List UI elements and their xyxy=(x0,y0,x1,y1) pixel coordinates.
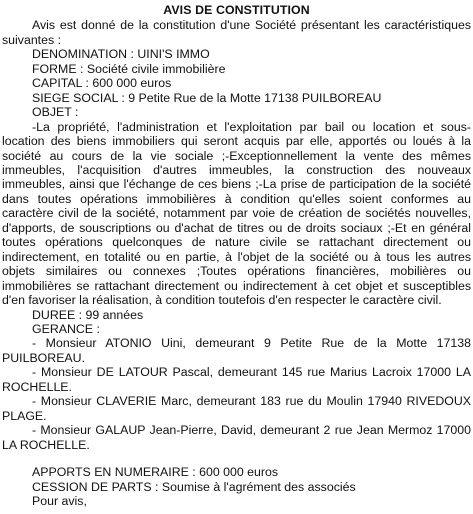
closing-text: Pour avis, xyxy=(32,493,87,508)
denomination-field: DENOMINATION : UINI'S IMMO xyxy=(32,47,210,62)
spacer xyxy=(2,452,471,465)
gerant-entry: - Monsieur ATONIO Uini, demeurant 9 Petite Rue de la Motte 17138 PUILBOREAU. xyxy=(2,336,471,365)
gerant-entry: - Monsieur GALAUP Jean-Pierre, David, demeurant 2 rue Jean Mermoz 17000 LA ROCHELLE. xyxy=(2,423,471,452)
gerant-entry: - Monsieur CLAVERIE Marc, demeurant 183 rue du Moulin 17940 RIVEDOUX PLAGE. xyxy=(2,394,471,423)
duree-field: DUREE : 99 années xyxy=(32,307,144,322)
gerant-entry: - Monsieur DE LATOUR Pascal, demeurant 145 rue Marius Lacroix 17000 LA ROCHELLE. xyxy=(2,365,471,394)
intro-paragraph: Avis est donné de la constitution d'une Société présentant les caractéristiques suivantes : xyxy=(2,18,471,47)
apports-field: APPORTS EN NUMERAIRE : 600 000 euros xyxy=(32,465,279,480)
notice-title: AVIS DE CONSTITUTION xyxy=(163,3,310,17)
siege-social-field: SIEGE SOCIAL : 9 Petite Rue de la Motte 17138 PUILBOREAU xyxy=(32,90,382,105)
objet-paragraph: -La propriété, l'administration et l'exploitation par bail ou location et sous-location des biens immobiliers qui seront acquis par elle, apportés ou loués à la société au cours de la vie sociale ;-Exceptionnellement la vente des mêmes immeubles, l'acquisition d'autres immeubles, la construction des nouveaux immeubles, ainsi que l'échange de ces biens ;-La prise de participation de la société dans toutes opérations immobilières à condition qu'elles soient conformes au caractère civil de la société, notamment par voie de création de sociétés nouvelles, d'apports, de souscriptions ou d'achat de titres ou de droits sociaux ;-Et en général toutes opérations quelconques de nature civile se rattachant directement ou indirectement, en totalité ou en partie, à l'objet de la société ou à tous les autres objets similaires ou connexes ;Toutes opérations financières, mobilières ou immobilières se rattachant directement ou indirectement à cet objet et susceptibles d'en favoriser la réalisation, à condition toutefois d'en respecter le caractère civil. xyxy=(2,119,471,308)
objet-label: OBJET : xyxy=(32,105,79,120)
cession-field: CESSION DE PARTS : Soumise à l'agrément des associés xyxy=(32,479,356,494)
capital-field: CAPITAL : 600 000 euros xyxy=(32,76,172,91)
forme-field: FORME : Société civile immobilière xyxy=(32,61,226,76)
gerance-label: GERANCE : xyxy=(32,321,100,336)
